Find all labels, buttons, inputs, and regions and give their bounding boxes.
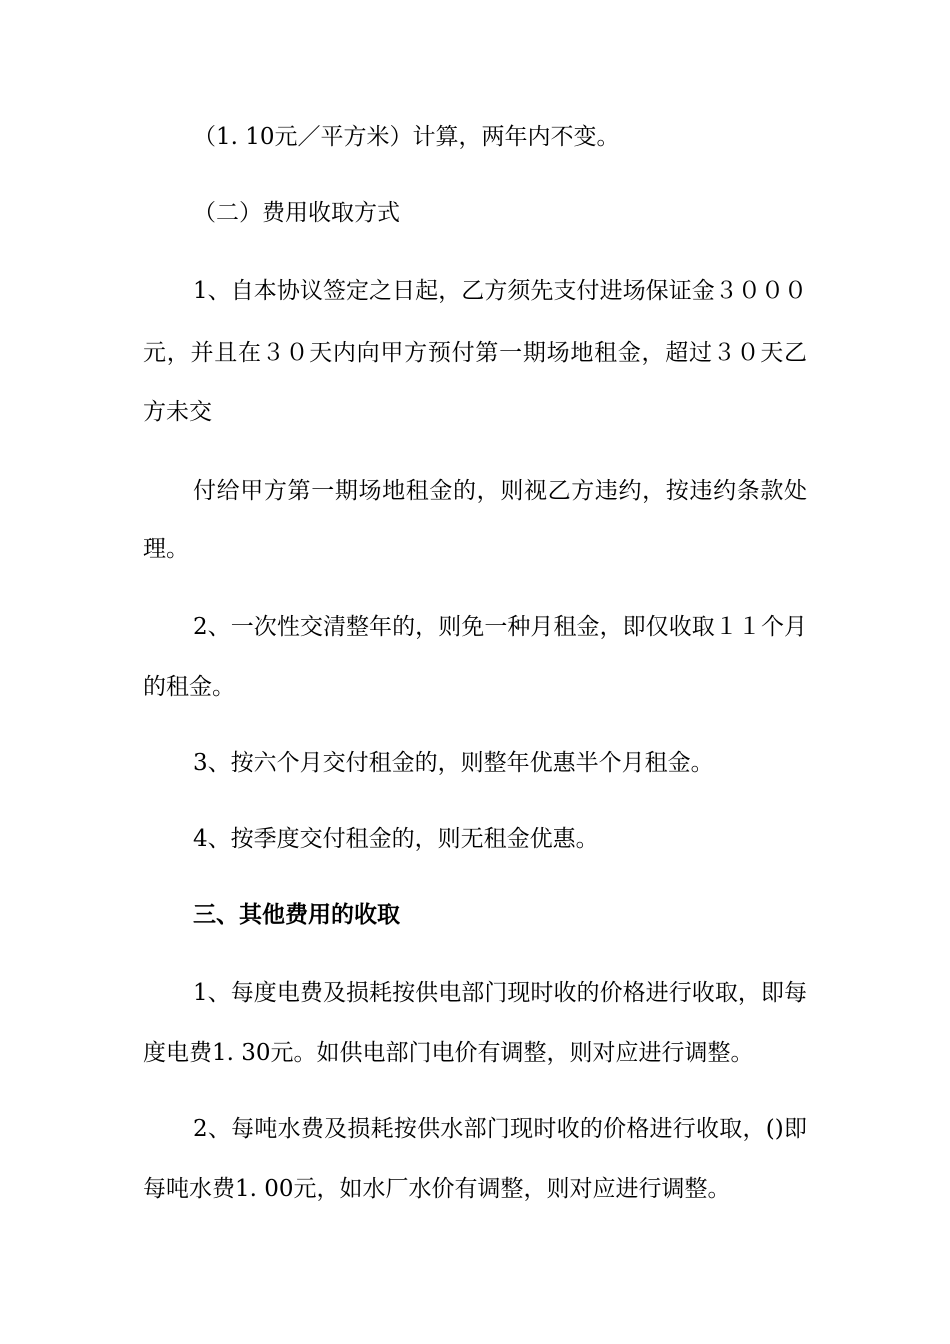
text-line: 元，并且在３０天内向甲方预付第一期场地租金，超过３０天乙 — [143, 340, 807, 366]
text-line: 度电费1. 30元。如供电部门电价有调整，则对应进行调整。 — [143, 1040, 754, 1066]
text-line: 1、自本协议签定之日起，乙方须先支付进场保证金３０００ — [193, 278, 807, 304]
text-line: 方未交 — [143, 399, 212, 425]
text-line: 3、按六个月交付租金的，则整年优惠半个月租金。 — [193, 750, 714, 776]
text-line: 的租金。 — [143, 674, 235, 700]
section-heading: 三、其他费用的收取 — [193, 901, 400, 928]
text-line: 理。 — [143, 536, 189, 562]
text-line: 1、每度电费及损耗按供电部门现时收的价格进行收取，即每 — [193, 980, 807, 1006]
text-line: （1. 10元／平方米）计算，两年内不变。 — [193, 124, 620, 150]
text-line: 4、按季度交付租金的，则无租金优惠。 — [193, 826, 599, 852]
text-line: 2、一次性交清整年的，则免一种月租金，即仅收取１１个月 — [193, 614, 807, 640]
text-line: 2、每吨水费及损耗按供水部门现时收的价格进行收取，()即 — [193, 1116, 807, 1142]
text-line: 付给甲方第一期场地租金的，则视乙方违约，按违约条款处 — [193, 478, 807, 504]
text-line: 每吨水费1. 00元，如水厂水价有调整，则对应进行调整。 — [143, 1176, 731, 1202]
section-heading: （二）费用收取方式 — [193, 200, 400, 226]
